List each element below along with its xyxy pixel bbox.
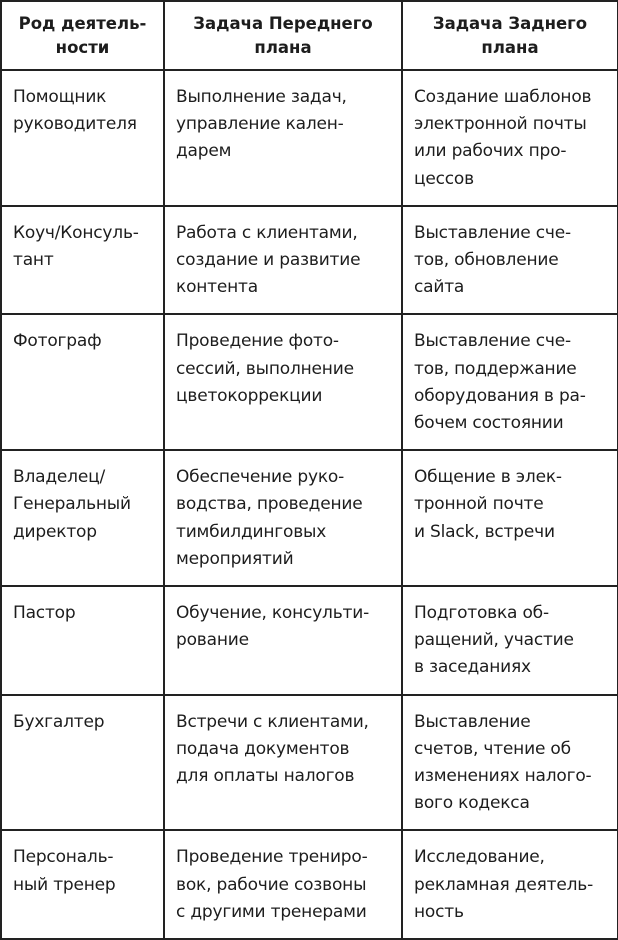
cell-line: рование: [176, 630, 249, 651]
cell-line: ращений, участие: [414, 630, 574, 651]
cell-line: электронной почты: [414, 114, 587, 135]
cell-back-task: [402, 586, 618, 695]
cell-line: создание и развитие: [176, 250, 361, 271]
cell-back-task: [402, 206, 618, 315]
cell-line: ность: [414, 901, 464, 922]
cell-line: тронной почте: [414, 494, 544, 515]
cell-line: Подготовка об-: [414, 603, 549, 624]
cell-line: управление кален-: [176, 114, 344, 135]
cell-line: в заседаниях: [414, 657, 531, 678]
header-line: Задача Заднего: [432, 13, 588, 33]
cell-line: Выставление сче-: [414, 222, 571, 243]
cell-line: вок, рабочие созвоны: [176, 874, 367, 895]
table-row: [1, 586, 618, 695]
cell-front-task: [164, 206, 402, 315]
cell-line: дарем: [176, 141, 232, 162]
cell-back-task: [402, 314, 618, 450]
cell-line: Работа с клиентами,: [176, 222, 358, 243]
cell-line: водства, проведение: [176, 494, 363, 515]
cell-occupation: [1, 70, 164, 206]
cell-line: оборудования в ра-: [414, 385, 586, 406]
header-line: ности: [55, 37, 110, 57]
cell-line: Фотограф: [13, 331, 102, 352]
cell-line: рекламная деятель-: [414, 874, 594, 895]
cell-line: Проведение трениро-: [176, 847, 368, 868]
cell-line: тов, поддержание: [414, 358, 577, 379]
header-occupation: [1, 1, 164, 70]
cell-line: Создание шаблонов: [414, 87, 592, 107]
cell-line: Пастор: [13, 603, 76, 624]
cell-front-task: [164, 695, 402, 831]
cell-line: цветокоррекции: [176, 385, 323, 406]
cell-line: тант: [13, 250, 54, 271]
cell-back-task: [402, 70, 618, 206]
cell-occupation: [1, 314, 164, 450]
cell-line: Обучение, консульти-: [176, 603, 370, 624]
cell-front-task: [164, 830, 402, 939]
header-front-task: [164, 1, 402, 70]
cell-line: Владелец/: [13, 467, 105, 488]
table-row: [1, 206, 618, 315]
cell-front-task: [164, 586, 402, 695]
table-row: [1, 830, 618, 939]
cell-occupation: [1, 830, 164, 939]
cell-line: Коуч/Консуль-: [13, 222, 139, 243]
cell-line: Выполнение задач,: [176, 87, 347, 107]
cell-occupation: [1, 450, 164, 586]
cell-line: вого кодекса: [414, 793, 530, 814]
header-back-task: [402, 1, 618, 70]
cell-line: для оплаты налогов: [176, 766, 355, 787]
cell-line: Помощник: [13, 87, 107, 107]
cell-line: Бухгалтер: [13, 711, 105, 732]
cell-line: Выставление сче-: [414, 331, 571, 352]
header-line: Род деятель-: [18, 13, 147, 33]
cell-occupation: [1, 586, 164, 695]
cell-line: Встречи с клиентами,: [176, 711, 369, 732]
header-line: плана: [254, 37, 312, 57]
cell-line: Генеральный: [13, 494, 131, 515]
cell-line: изменениях налого-: [414, 766, 592, 787]
table-row: [1, 695, 618, 831]
header-row: [1, 1, 618, 70]
cell-line: Исследование,: [414, 847, 545, 868]
cell-back-task: [402, 695, 618, 831]
cell-line: сайта: [414, 277, 465, 298]
cell-line: Выставление: [414, 711, 531, 732]
table-row: [1, 314, 618, 450]
header-line: плана: [481, 37, 539, 57]
cell-front-task: [164, 314, 402, 450]
cell-line: цессов: [414, 168, 474, 189]
cell-front-task: [164, 450, 402, 586]
cell-line: Проведение фото-: [176, 331, 339, 352]
cell-line: с другими тренерами: [176, 901, 367, 922]
cell-line: Обеспечение руко-: [176, 467, 345, 488]
cell-line: Персональ-: [13, 847, 114, 868]
cell-line: или рабочих про-: [414, 141, 567, 162]
cell-front-task: [164, 70, 402, 206]
cell-line: подача документов: [176, 738, 350, 759]
cell-line: бочем состоянии: [414, 413, 564, 434]
cell-line: ный тренер: [13, 874, 116, 895]
table-row: [1, 450, 618, 586]
cell-line: руководителя: [13, 114, 137, 135]
cell-line: сессий, выполнение: [176, 358, 354, 379]
cell-line: контента: [176, 277, 258, 298]
cell-line: тимбилдинговых: [176, 521, 327, 542]
cell-line: счетов, чтение об: [414, 738, 571, 759]
table-row: [1, 70, 618, 206]
cell-occupation: [1, 206, 164, 315]
cell-line: тов, обновление: [414, 250, 559, 271]
cell-occupation: [1, 695, 164, 831]
cell-line: и Slack, встречи: [414, 521, 555, 542]
cell-back-task: [402, 450, 618, 586]
cell-back-task: [402, 830, 618, 939]
header-line: Задача Переднего: [193, 13, 373, 33]
cell-line: директор: [13, 521, 97, 542]
cell-line: мероприятий: [176, 548, 294, 569]
cell-line: Общение в элек-: [414, 467, 562, 488]
